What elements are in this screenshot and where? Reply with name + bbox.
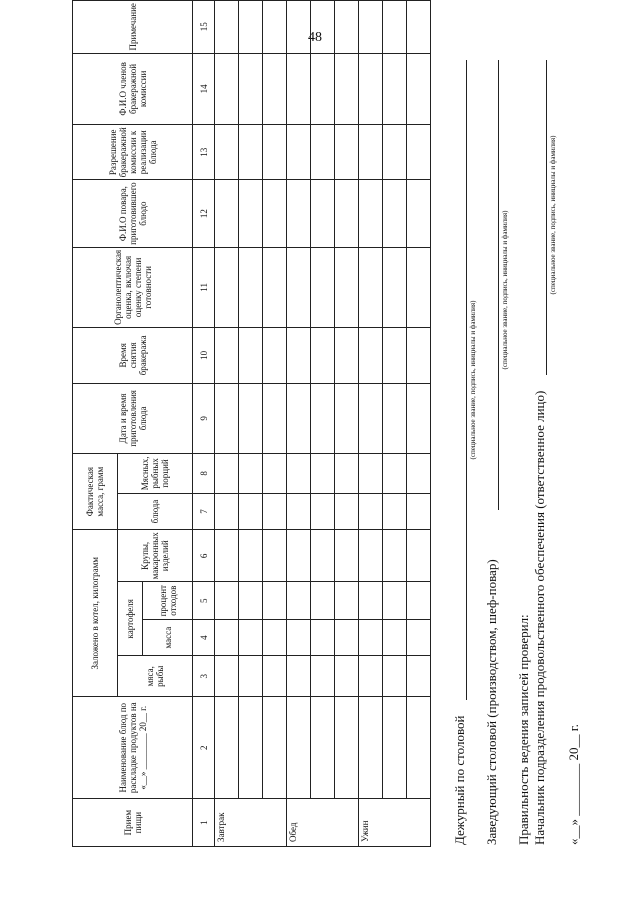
page-number: 48 <box>308 30 322 45</box>
header-removal-time: Время снятия бракеража <box>73 327 193 383</box>
table-row <box>215 1 239 847</box>
header-potato-waste: процент отходов <box>143 582 193 620</box>
column-number: 8 <box>193 454 215 494</box>
header-dish-name: Наименование блюд по раскладке продуктов на «__» ________ 20__ г. <box>73 697 193 799</box>
header-potato: картофеля <box>118 582 143 656</box>
column-number: 5 <box>193 582 215 620</box>
column-number: 6 <box>193 530 215 582</box>
table-row <box>383 1 407 847</box>
head-signature-caption: (специальное звание, подпись, инициалы и фамилия) <box>501 210 509 370</box>
column-number: 10 <box>193 327 215 383</box>
header-potato-mass: масса <box>143 620 193 656</box>
meal-lunch: Обед <box>287 799 359 847</box>
column-number: 7 <box>193 493 215 529</box>
column-number: 11 <box>193 247 215 327</box>
chief-signature-caption: (специальное звание, подпись, инициалы и фамилия) <box>549 135 557 295</box>
column-number: 4 <box>193 620 215 656</box>
column-number: 3 <box>193 656 215 697</box>
duty-signature-caption: (специальное звание, подпись, инициалы и фамилия) <box>469 300 477 460</box>
table-row <box>311 1 335 847</box>
header-commission-members: Ф.И.О членов бракеражной комиссии <box>73 53 193 125</box>
column-number: 12 <box>193 180 215 248</box>
brakerage-journal-table <box>72 0 431 847</box>
table-row <box>239 1 263 847</box>
chief-label: Начальник подразделения продовольственного обеспечения (ответственное лицо) <box>532 390 547 845</box>
header-permit: Разрешение бракеражной комиссии к реализации блюда <box>73 125 193 180</box>
checked-label: Правильность ведения записей проверил: <box>516 614 531 845</box>
canteen-head-label: Заведующий столовой (производством, шеф-повар) <box>484 559 499 845</box>
column-number: 13 <box>193 125 215 180</box>
duty-signature-line <box>466 60 467 700</box>
column-number: 2 <box>193 697 215 799</box>
header-note: Примечание <box>73 1 193 54</box>
column-number: 15 <box>193 1 215 54</box>
header-dishes: блюда <box>118 493 193 529</box>
meal-breakfast: Завтрак <box>215 799 287 847</box>
header-groats: Крупы, макаронных изделий <box>118 530 193 582</box>
header-portions: Мясных, рыбных порций <box>118 454 193 494</box>
table-row <box>335 1 359 847</box>
header-laid-in-kettle: Заложено в котел, килограмм <box>73 530 118 697</box>
column-number: 9 <box>193 383 215 453</box>
header-meat-fish: мяса, рыбы <box>118 656 193 697</box>
column-number: 14 <box>193 53 215 125</box>
header-meal: Прием пищи <box>73 799 193 847</box>
meal-dinner: Ужин <box>359 799 431 847</box>
column-numbers-row <box>193 1 215 847</box>
header-actual-mass: Фактическая масса, грамм <box>73 454 118 530</box>
duty-officer-label: Дежурный по столовой <box>452 715 467 845</box>
date-line: «__» ________ 20__ г. <box>566 724 581 845</box>
head-signature-line <box>498 60 499 510</box>
table-row <box>407 1 431 847</box>
table-row <box>359 1 383 847</box>
header-organoleptic: Органолептическая оценка, включая оценку степени готовности <box>73 247 193 327</box>
chief-signature-line <box>546 60 547 375</box>
header-cooking-time: Дата и время приготовления блюда <box>73 383 193 453</box>
table-row <box>287 1 311 847</box>
column-number: 1 <box>193 799 215 847</box>
header-cook-name: Ф.И.О повара, приготовившего блюдо <box>73 180 193 248</box>
table-row <box>263 1 287 847</box>
